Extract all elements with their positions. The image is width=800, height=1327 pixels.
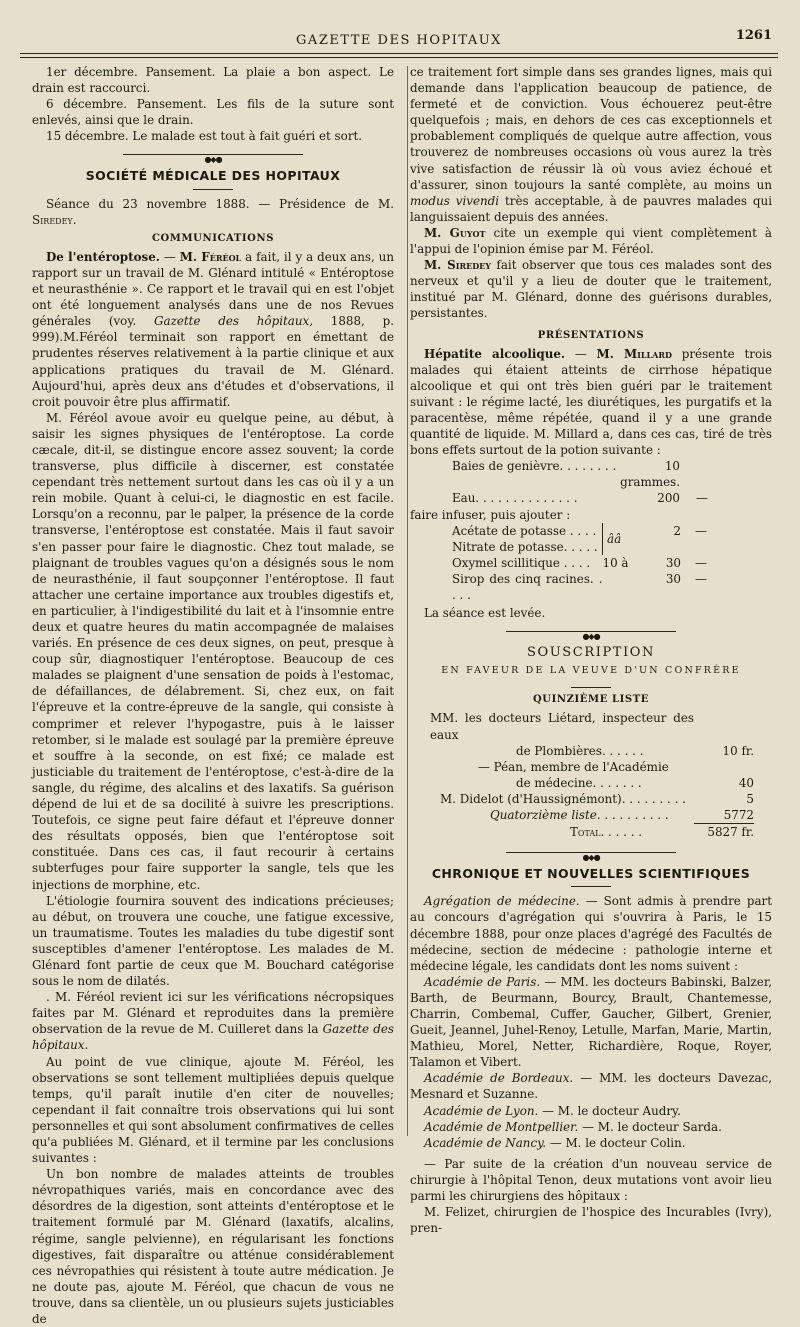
list-item: — Péan, membre de l'Académie <box>478 759 669 774</box>
list-item: M. Didelot (d'Haussignémont). . . . . . . . . 5 <box>440 791 754 806</box>
paragraph-guyot: M. Guyot cite un exemple qui vient complètement à l'appui de l'opinion émise par M. Féréol. <box>410 225 772 257</box>
paragraph-tenon: — Par suite de la création d'un nouveau service de chirurgie à l'hôpital Tenon, deux mutations vont avoir lieu parmi les chirurgiens des hôpitaux : <box>410 1156 772 1203</box>
souscription-title: SOUSCRIPTION <box>526 645 656 661</box>
paragraph-academie-paris: Académie de Paris. — MM. les docteurs Babinski, Balzer, Barth, de Beurmann, Bourcy, Brault, Chantemesse, Charrin, Combemal, Cuffer, Gaucher, Gilbert, Grenier, Gueit, Jeannel, Juhel-Renoy, Letulle, Marfan, Marie, Martin, Mathieu, Morel, Netter, Richardière, Roque, Royer, Talamon et Vibert. <box>410 974 772 1070</box>
prescription-table <box>452 458 710 506</box>
header-rule <box>20 53 778 54</box>
chronique-title: CHRONIQUE ET NOUVELLES SCIENTIFIQUES <box>431 866 751 882</box>
page-number: 1261 <box>735 28 772 43</box>
paragraph-hepatite: Hépatite alcoolique. — M. Millard présente trois malades qui étaient atteints de cirrhose hépatique alcoolique et qui ont très bien guéri par le traitement suivant : le régime lacté, les diurétiques, les purgatifs et la paracentèse, même répétée, quand il y a une grande quantité de liquide. M. Millard a, dans ces cas, tiré de très bons effets surtout de la potion suivante : <box>410 346 773 458</box>
paragraph-academie-lyon: Académie de Lyon. — M. le docteur Audry. <box>424 1103 681 1118</box>
subscription-list <box>430 710 754 840</box>
short-rule <box>571 687 611 688</box>
liste-heading: QUINZIÈME LISTE <box>532 694 650 706</box>
paragraph-academie-nancy: Académie de Nancy. — M. le docteur Colin. <box>424 1135 686 1150</box>
paragraph-signes: M. Féréol avoue avoir eu quelque peine, au début, à saisir les signes physiques de l'entéroptose. La corde cæcale, dit-il, se distingue encore assez souvent; la corde transverse, plus difficile à discerner, est constatée cependant très nettement surtout dans les cas où il y a un rein mobile. Quant à celui-ci, le diagnostic en est facile. Lorsqu'on a reconnu, par le palper, la présence de la corde transverse, l'entéroptose est constatée. Mais il faut savoir s'en passer pour faire le diagnostic. Chez tout malade, se plaignant de troubles vagues qu'on a désignés sous le nom de neurasthénie, il faut soupçonner l'entéroptose. Il faut attacher une certaine importance aux troubles digestifs et, en particulier, à l'indigestibilité du lait et à l'insomnie entre deux et quatre heures du matin accompagnée de malaises variés. En présence de ces deux signes, on peut, presque à coup sûr, diagnostiquer l'entéroptose. Beaucoup de ces malades se plaignent d'une sensation de poids à l'estomac, de défaillances, de délabrement. Si, chez eux, on fait l'épreuve et la contre-épreuve de la sangle, qui consiste à comprimer et relever l'hypogastre, puis à le laisser retomber, si le malade est soulagé par la première épreuve et souffre à la seconde, on est fixé; ce malade est justiciable du traitement de l'entéroptose, c'est-à-dire de la sangle, du régime, des alcalins et des laxatifs. Sa guérison dépend de lui et de sa docilité à suivre les prescriptions. Toutefois, ce signe peut faire défaut et l'épreuve donner des résultats opposés, bien que l'entéroptose soit constituée. Dans ces cas, il faut recourir à certains subterfuges pour faire supporter la sangle, tels que les injections de morphine, etc. <box>32 410 394 892</box>
left-column <box>32 64 394 1327</box>
header-rule-thin <box>20 57 778 58</box>
presentations-heading: PRÉSENTATIONS <box>537 329 645 341</box>
ana-mark: ââ <box>603 523 644 555</box>
paragraph-dec15: 15 décembre. Le malade est tout à fait guéri et sort. <box>46 129 363 144</box>
paragraph-etiologie: L'étiologie fournira souvent des indications précieuses; au début, on trouvera une couche, une fatigue excessive, un traumatisme. Toutes les maladies du tube digestif sont susceptibles d'amener l'entéroptose. Les malades de M. Glénard font partie de ceux que M. Bouchard catégorise sous le nom de dilatés. <box>32 893 394 989</box>
right-column <box>410 64 772 1236</box>
short-rule <box>571 886 611 887</box>
prescription-row: Baies de genièvre. . . . . . . . 10 grammes. <box>452 459 680 490</box>
paragraph-siredey: M. Siredey fait observer que tous ces malades sont des nerveux et qu'il y a lieu de douter que le traitement, institué par M. Glénard, donne des guérisons durables, persistantes. <box>410 258 772 321</box>
list-item: de médecine. . . . . . . 40 <box>516 775 754 790</box>
paragraph-felizet: M. Felizet, chirurgien de l'hospice des Incurables (Ivry), pren- <box>410 1205 772 1236</box>
paragraph-dec1: 1er décembre. Pansement. La plaie a bon aspect. Le drain est raccourci. <box>32 65 394 96</box>
paragraph-traitement: ce traitement fort simple dans ses grandes lignes, mais qui demande dans l'application beaucoup de patience, de fermeté et de conviction. Vous échouerez peut-être quelquefois ; mais, en dehors de ces cas exceptionnels et probablement compliqués de quelque autre affection, vous trouverez de nombreuses occasions où vous aurez la très vive satisfaction de réussir là où vous aviez échoué et d'assurer, sinon toujours la santé complète, au moins un modus vivendi très acceptable, à de pauvres malades qui languissaient depuis des années. <box>410 65 772 224</box>
ornament-divider: ●◆● <box>410 848 772 858</box>
paragraph-agregation: Agrégation de médecine. — Sont admis à prendre part au concours d'agrégation qui s'ouvrira à Paris, le 15 décembre 1888, pour onze places d'agrégé des Facultés de médecine, section de médecine : pathologie interne et médecine légale, les candidats dont les noms suivent : <box>410 894 772 973</box>
paragraph-academie-montpellier: Académie de Montpellier. — M. le docteur Sarda. <box>424 1119 722 1134</box>
section-title: SOCIÉTÉ MÉDICALE DES HOPITAUX <box>85 168 341 184</box>
list-total: Total. . . . . . 5827 fr. <box>570 825 754 840</box>
ornament-divider: ●◆● <box>410 627 772 637</box>
short-rule <box>193 189 233 190</box>
enteroptose-heading: De l'entéroptose. <box>46 249 160 264</box>
paragraph-verifications: . M. Féréol revient ici sur les vérifications nécropsiques faites par M. Glénard et reproduites dans la première observation de la revue de M. Cuilleret dans la Gazette des hôpitaux. <box>32 990 394 1053</box>
ornament-divider: ●◆● <box>32 150 394 160</box>
list-item: Quatorzième liste. . . . . . . . . . 5772 <box>430 807 754 824</box>
seance-levee: La séance est levée. <box>424 606 546 621</box>
column-separator <box>407 66 408 1136</box>
paragraph-dec6: 6 décembre. Pansement. Les fils de la suture sont enlevés, ainsi que le drain. <box>32 97 394 128</box>
paragraph-academie-bordeaux: Académie de Bordeaux. — MM. les docteurs Davezac, Mesnard et Suzanne. <box>410 1071 772 1102</box>
list-item: MM. les docteurs Liétard, inspecteur des eaux <box>430 711 694 742</box>
prescription-row: Nitrate de potasse. . . . . <box>452 539 598 554</box>
paragraph-conclusions: Un bon nombre de malades atteints de troubles névropathiques variés, mais en concordance avec des désordres de la digestion, sont atteints d'entéroptose et le traitement formulé par M. Glénard (laxatifs, alcalins, régime, sangle pelvienne), en régularisant les fonctions digestives, fait disparaître ou atténue considérablement ces névropathies qui résistent à toute autre médication. Je ne doute pas, ajoute M. Féréol, que chacun de vous ne trouve, dans sa clientèle, un ou plusieurs sujets justiciables de <box>32 1167 394 1327</box>
prescription-table-2 <box>452 523 722 603</box>
author-name: M. Féréol <box>179 249 242 264</box>
paragraph-enteroptose: De l'entéroptose. — M. Féréol a fait, il y a deux ans, un rapport sur un travail de M. Glénard intitulé « Entéroptose et neurasthénie ». Ce rapport et le travail qui en est l'objet ont été longuement analysés dans une de nos Revues générales (voy. Gazette des hôpitaux, 1888, p. 999).M.Féréol terminait son rapport en émettant de prudentes réserves relativement à la partie clinique et aux applications pratiques du travail de M. Glénard. Aujourd'hui, après deux ans d'études et d'observations, il croit pouvoir être plus affirmatif. <box>32 249 394 409</box>
list-item: de Plombières. . . . . . 10 fr. <box>516 743 754 758</box>
prescription-row: Oxymel scillitique . . . . 10 à 30 — <box>452 555 707 570</box>
president-name: Siredey <box>32 212 73 227</box>
page-header <box>20 24 778 58</box>
communications-heading: COMMUNICATIONS <box>151 232 275 244</box>
journal-title: GAZETTE DES HOPITAUX <box>296 33 502 48</box>
souscription-subtitle: EN FAVEUR DE LA VEUVE D'UN CONFRÈRE <box>441 665 741 677</box>
seance-line: Séance du 23 novembre 1888. — Présidence de M. Siredey. <box>32 196 394 227</box>
faire-infuser: faire infuser, puis ajouter : <box>410 507 571 522</box>
prescription-row: Sirop des cinq racines. . . . . 30 — <box>452 571 707 602</box>
prescription-row: Acétate de potasse . . . . ââ 2 — <box>452 523 721 539</box>
paragraph-clinique: Au point de vue clinique, ajoute M. Féréol, les observations se sont tellement multipliées depuis quelque temps, qu'il paraît inutile d'en citer de nouvelles; cependant il fait connaître trois observations qui lui sont personnelles et qui sont absolument confirmatives de celles qu'a publiées M. Glénard, et il termine par les conclusions suivantes : <box>32 1054 394 1166</box>
hepatite-heading: Hépatite alcoolique. <box>424 346 566 361</box>
prescription-row: Eau. . . . . . . . . . . . . . 200 — <box>452 491 708 506</box>
